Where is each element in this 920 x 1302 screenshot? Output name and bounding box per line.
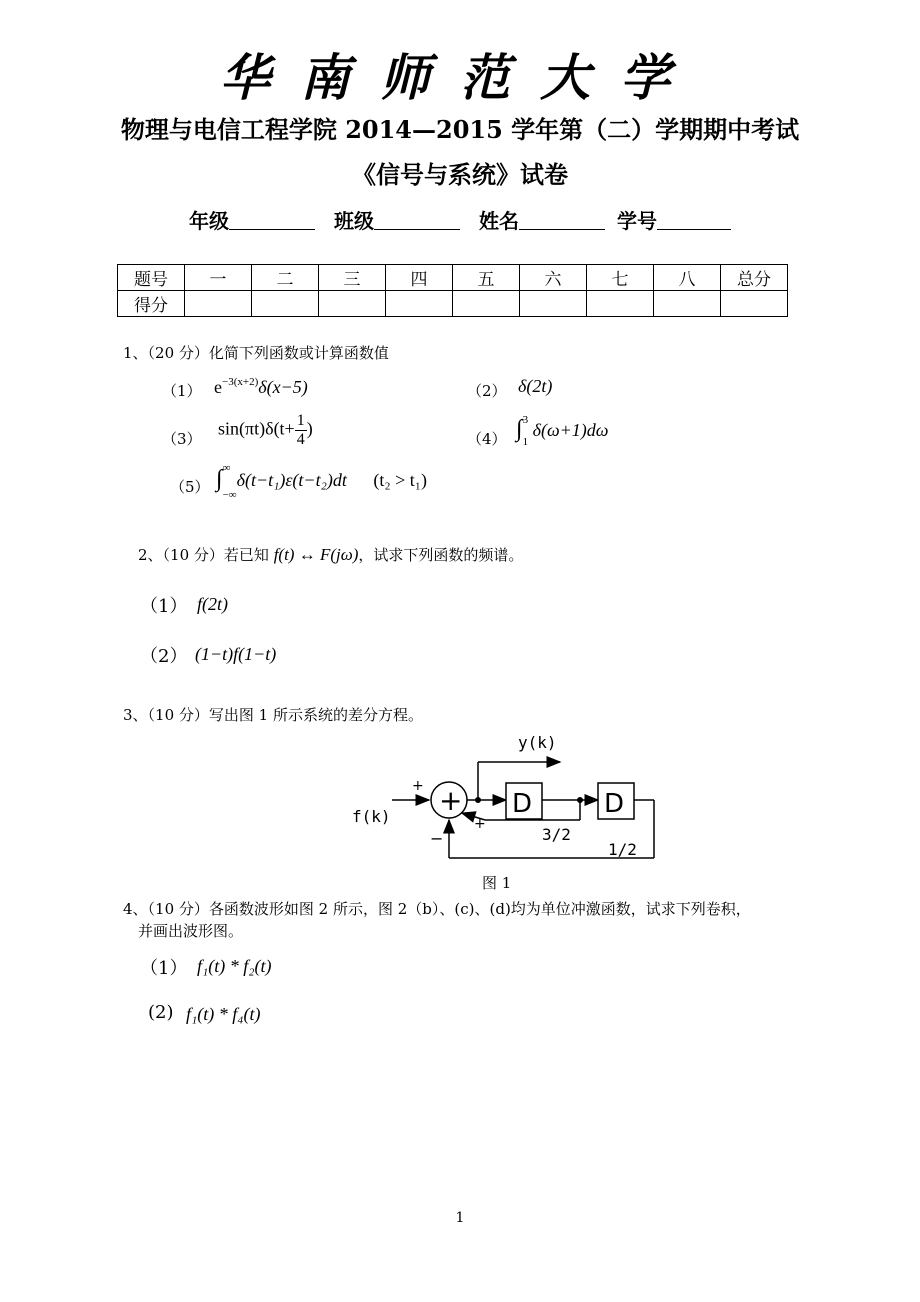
junction-dot xyxy=(475,797,481,803)
table-cell: 五 xyxy=(453,265,520,291)
q2-stem: 2、（10 分）若已知 f(t) ↔ F(jω)，试求下列函数的频谱。 xyxy=(138,545,524,564)
table-cell: 六 xyxy=(520,265,587,291)
table-cell: 八 xyxy=(654,265,721,291)
score-table xyxy=(117,264,788,317)
q2-expr-1: f(2t) xyxy=(197,594,228,614)
score-input-cell[interactable] xyxy=(185,291,252,317)
system-block-diagram xyxy=(340,728,680,868)
q2-label-2: （2） xyxy=(140,646,188,667)
q1-label-1: （1） xyxy=(162,382,202,400)
table-row xyxy=(118,291,788,317)
q1-expr-3: sin(πt)δ(t+ $\frac{1}{4}$ ) xyxy=(218,412,313,448)
table-cell: 四 xyxy=(386,265,453,291)
page-number: 1 xyxy=(455,1210,465,1226)
table-row xyxy=(118,265,788,291)
delay-label-1: D xyxy=(512,789,533,819)
fraction: $\frac{1}{4}$ xyxy=(296,412,305,448)
field-id: 学号 xyxy=(616,209,657,233)
field-class: 班级 xyxy=(334,209,374,233)
score-input-cell[interactable] xyxy=(520,291,587,317)
q4-expr-2: f₁(t) * f₄(t) xyxy=(186,1004,261,1024)
grade-blank[interactable] xyxy=(229,209,315,230)
output-label: y(k) xyxy=(518,733,557,752)
figure-caption: 图 1 xyxy=(482,874,512,892)
plus-sign-bottom: + xyxy=(474,816,486,832)
q4-stem-line1: 4、（10 分）各函数波形如图 2 所示，图 2（b）、(c)、(d)均为单位冲激函数，试求下列卷积， xyxy=(123,900,751,918)
score-input-cell[interactable] xyxy=(654,291,721,317)
q1-label-2: （2） xyxy=(467,382,507,400)
q1-expr-1: $e^{-3(x+2)}\delta(x-5)$ xyxy=(214,376,308,397)
gain-label-1: 3/2 xyxy=(542,825,571,844)
gain-label-2: 1/2 xyxy=(608,840,637,859)
q1-expr-5: ∫ ∞ −∞ δ(t−t₁)ε(t−t₂)dt (t₂ > t₁) xyxy=(216,461,428,501)
adder-plus: + xyxy=(439,784,463,817)
table-cell: 总分 xyxy=(721,265,788,291)
id-blank[interactable] xyxy=(657,209,731,230)
q4-label-2: (2) xyxy=(148,1002,174,1023)
q4-stem-line2: 并画出波形图。 xyxy=(138,922,244,940)
table-cell: 得分 xyxy=(118,291,185,317)
q3-stem: 3、（10 分）写出图 1 所示系统的差分方程。 xyxy=(123,706,423,724)
exam-title: 物理与电信工程学院 2014—2015 学年第（二）学期期中考试 xyxy=(120,115,800,144)
score-input-cell[interactable] xyxy=(587,291,654,317)
university-name: 华南师范大学 xyxy=(220,48,700,107)
q1-stem: 1、（20 分）化简下列函数或计算函数值 xyxy=(123,344,389,362)
q4-expr-1: f₁(t) * f₂(t) xyxy=(197,956,272,976)
table-cell: 七 xyxy=(587,265,654,291)
score-input-cell[interactable] xyxy=(453,291,520,317)
q2-label-1: （1） xyxy=(140,596,188,617)
field-name: 姓名 xyxy=(478,209,519,233)
student-info-line xyxy=(0,205,920,234)
q1-expr-4: ∫ 3 1 δ(ω+1)dω xyxy=(516,413,609,448)
plus-sign-top: + xyxy=(412,778,424,794)
q1-label-3: （3） xyxy=(162,430,202,448)
score-input-cell[interactable] xyxy=(319,291,386,317)
course-title: 《信号与系统》试卷 xyxy=(352,160,568,189)
input-label: f(k) xyxy=(352,807,391,826)
class-blank[interactable] xyxy=(374,209,460,230)
score-input-cell[interactable] xyxy=(386,291,453,317)
table-cell: 一 xyxy=(185,265,252,291)
score-input-cell[interactable] xyxy=(252,291,319,317)
minus-sign: − xyxy=(430,829,444,848)
delay-label-2: D xyxy=(604,789,625,819)
table-cell: 三 xyxy=(319,265,386,291)
q1-expr-2: δ(2t) xyxy=(518,376,553,396)
table-cell: 题号 xyxy=(118,265,185,291)
name-blank[interactable] xyxy=(519,209,605,230)
q2-expr-2: (1−t)f(1−t) xyxy=(195,644,277,664)
q1-label-4: （4） xyxy=(467,430,507,448)
table-cell: 二 xyxy=(252,265,319,291)
field-grade: 年级 xyxy=(189,209,230,233)
score-input-cell[interactable] xyxy=(721,291,788,317)
q1-label-5: （5） xyxy=(170,478,210,496)
q4-label-1: （1） xyxy=(140,958,188,979)
